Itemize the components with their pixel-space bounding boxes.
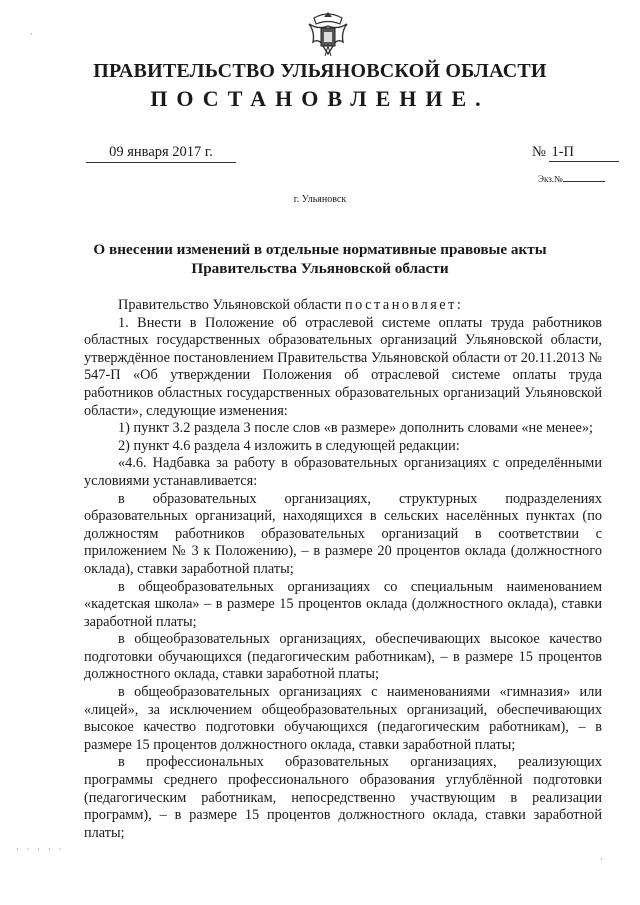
- paragraph-9: в профессиональных образовательных организациях, реализующих программы среднего профессионального образования углублённой подготовки (педагогическим работникам, непосредственно участвующим в реализации программ), – в размере 15 процентов должностного оклада, ставки заработной платы;: [84, 754, 602, 841]
- scan-mark: ·: [30, 30, 33, 39]
- paragraph-4: «4.6. Надбавка за работу в образовательных организациях с определёнными условиями устанавливается:: [84, 455, 602, 489]
- paragraph-1: 1. Внести в Положение об отраслевой системе оплаты труда работников областных государственных образовательных организаций Ульяновской области, утверждённое постановлением Правительства Ульяновской области от 20.11.2013 № 547-П «Об утверждении Положения об отраслевой системе оплаты труда работников областных государственных образовательных организаций Ульяновской области», следующие изменения:: [84, 314, 602, 419]
- intro-paragraph: [84, 297, 602, 315]
- copy-label: Экз.№: [538, 174, 563, 184]
- paragraph-6: в общеобразовательных организациях со специальным наименованием «кадетская школа» – в размере 15 процентов оклада (должностного оклада), ставки заработной платы;: [84, 578, 602, 630]
- scan-mark: ·: [600, 855, 603, 864]
- document-body: [84, 297, 602, 842]
- number-prefix: №: [532, 144, 546, 160]
- intro-verb: постановляет:: [344, 297, 464, 313]
- intro-text: Правительство Ульяновской области: [118, 297, 345, 313]
- paragraph-8: в общеобразовательных организациях с наименованиями «гимназия» или «лицей», за исключением общеобразовательных организаций, обеспечивающих высокое качество подготовки обучающихся (педагогическим работникам), – в размере 15 процентов должностного оклада, ставки заработной платы;: [84, 684, 602, 753]
- document-type: ПОСТАНОВЛЕНИЕ.: [150, 86, 490, 111]
- number-value: 1-П: [549, 144, 619, 162]
- government-title: ПРАВИТЕЛЬСТВО УЛЬЯНОВСКОЙ ОБЛАСТИ: [93, 60, 547, 82]
- paragraph-3: 2) пункт 4.6 раздела 4 изложить в следующей редакции:: [118, 437, 460, 454]
- subject-line-1: О внесении изменений в отдельные нормативные правовые акты: [93, 241, 547, 258]
- scan-mark: · · · · ·: [16, 845, 65, 854]
- city: г. Ульяновск: [293, 194, 347, 205]
- document-subject: [80, 241, 560, 278]
- paragraph-5: в образовательных организациях, структурных подразделениях образовательных организаций, находящихся в сельских населённых пунктах (по должностям работников образовательных организаций в соответствии с приложением № 3 к Положению), – в размере 20 процентов оклада (должностного оклада), ставки заработной платы;: [84, 490, 602, 577]
- copy-number: [538, 174, 605, 184]
- paragraph-2: 1) пункт 3.2 раздела 3 после слов «в размере» дополнить словами «не менее»;: [118, 420, 593, 437]
- document-number: [532, 144, 619, 162]
- paragraph-7: в общеобразовательных организациях, обеспечивающих высокое качество подготовки обучающихся (педагогическим работникам), – в размере 15 процентов должностного оклада, ставки заработной платы;: [84, 631, 602, 683]
- document-date: 09 января 2017 г.: [86, 144, 236, 163]
- copy-line: [563, 181, 605, 182]
- coat-of-arms-icon: [305, 8, 351, 60]
- subject-line-2: Правительства Ульяновской области: [191, 259, 449, 277]
